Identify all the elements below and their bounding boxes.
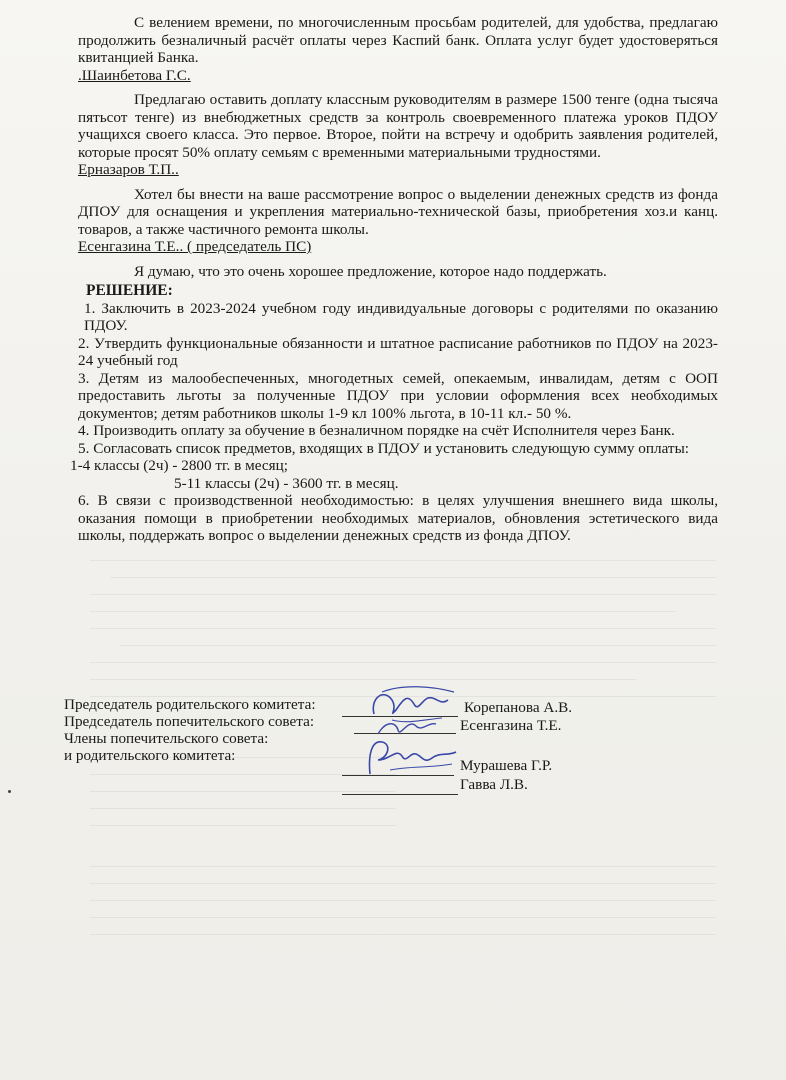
author-ernazarov: Ерназаров Т.П.. bbox=[78, 161, 179, 178]
decision-heading: РЕШЕНИЕ: bbox=[86, 282, 173, 299]
decision-item-4: 4. Производить оплату за обучение в безналичном порядке на счёт Исполнителя через Банк. bbox=[78, 422, 675, 439]
paragraph-class-teacher-bonus: Предлагаю оставить доплату классным руководителям в размере 1500 тенге (одна тысяча пятьсот тенге) из внебюджетных средств за контроль своевременного платежа уроков ПДОУ учащихся своего класса. Это первое. Второе, пойти на встречу и одобрить заявления родителей, которые просят 50% оплату семьям с временными материальными трудностями. bbox=[78, 91, 718, 161]
paragraph-payment-bank: С велением времени, по многочисленным просьбам родителей, для удобства, предлагаю продолжить безналичный расчёт оплаты через Каспий банк. Оплата услуг будет удостоверяться квитанцией Банка. bbox=[78, 14, 718, 66]
paragraph-support: Я думаю, что это очень хорошее предложение, которое надо поддержать. bbox=[134, 262, 607, 280]
signer-role-board-chair: Председатель попечительского совета: bbox=[64, 713, 315, 730]
decision-item-3: 3. Детям из малообеспеченных, многодетных семей, опекаемым, инвалидам, детям с ООП предоставить льготы за полученные ПДОУ при условии оформления всех необходимых документов; детям работников школы 1-9 кл 100% льгота, в 10-11 кл.- 50 %. bbox=[78, 369, 718, 422]
signer-name-gavva: Гавва Л.В. bbox=[460, 776, 528, 793]
handwritten-signature-3 bbox=[360, 734, 460, 782]
paragraph-funds-request: Хотел бы внести на ваше рассмотрение вопрос о выделении денежных средств из фонда ДПОУ для оснащения и укрепления материально-технической базы, приобретения хоз.и канц. товаров, а также частичного ремонта школы. bbox=[78, 185, 718, 238]
price-grades-5-11: 5-11 классы (2ч) - 3600 тг. в месяц. bbox=[174, 474, 399, 492]
author-shainbetova: .Шаинбетова Г.С. bbox=[78, 66, 191, 84]
bleed-through-text bbox=[90, 560, 716, 1060]
decision-item-2: 2. Утвердить функциональные обязанности и штатное расписание работников по ПДОУ на 2023-24 учебный год bbox=[78, 334, 718, 369]
signer-role-board-members: Члены попечительского совета: bbox=[64, 730, 269, 747]
price-grades-1-4: 1-4 классы (2ч) - 2800 тг. в месяц; bbox=[70, 457, 288, 474]
signer-name-esengazina: Есенгазина Т.Е. bbox=[460, 717, 562, 734]
decision-item-6: 6. В связи с производственной необходимостью: в целях улучшения внешнего вида школы, оказания помощи в приобретении необходимых материалов, обновления эстетического вида школы, поддержать вопрос о выделении денежных средств из фонда ДПОУ. bbox=[78, 492, 718, 544]
signature-line-4 bbox=[342, 794, 458, 795]
signer-name-korepanova: Корепанова А.В. bbox=[464, 699, 573, 716]
minutes-body bbox=[70, 14, 718, 545]
scan-speck bbox=[8, 790, 11, 793]
decision-item-5: 5. Согласовать список предметов, входящих в ПДОУ и установить следующую сумму оплаты: bbox=[78, 439, 689, 457]
signer-role-committee-members: и родительского комитета: bbox=[64, 747, 236, 764]
decision-item-1: 1. Заключить в 2023-2024 учебном году индивидуальные договоры с родителями по оказанию ПДОУ. bbox=[84, 299, 718, 334]
author-esengazina: Есенгазина Т.Е.. ( председатель ПС) bbox=[78, 238, 312, 255]
signer-role-parent-committee: Председатель родительского комитета: bbox=[64, 696, 316, 713]
signer-name-murasheva: Мурашева Г.Р. bbox=[460, 757, 553, 774]
